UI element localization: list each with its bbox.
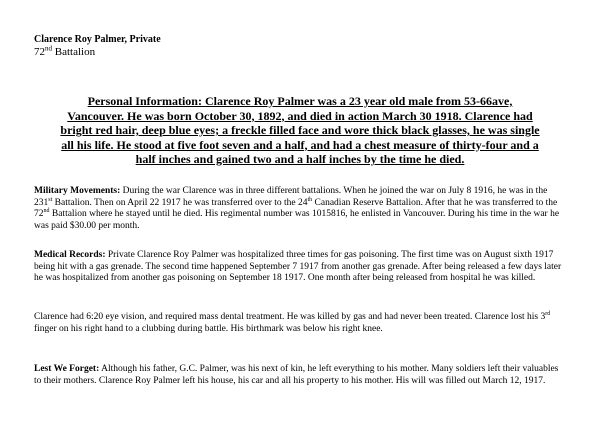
battalion-word: Battalion xyxy=(52,46,96,58)
military-text-part-3: Canadian Reserve Battalion. After that he was transferred to the 72 xyxy=(34,197,558,219)
military-suffix-3: nd xyxy=(43,207,50,214)
lest-we-forget-text: Although his father, G.C. Palmer, was his next of kin, he left everything to his mother. Many soldiers left their valuables to their mothers. Clarence Roy Palmer left his house, his car and all his property to his mother. His will was filled out March 12, 1917. xyxy=(34,364,559,386)
dental-text-part-1: Clarence had 6:20 eye vision, and required mass dental treatment. He was killed by gas and had never been treated. Clarence lost his 3 xyxy=(34,312,546,322)
military-text-part-1: During the war Clarence was in three different battalions. When he joined the war on July 8 1916, he was in the 231 xyxy=(34,186,548,208)
lest-we-forget-label: Lest We Forget: xyxy=(34,364,100,374)
military-suffix-2: th xyxy=(307,196,313,203)
personal-information-section xyxy=(60,94,540,167)
military-text-part-2: Battalion. Then on April 22 1917 he was transferred over to the 24 xyxy=(52,197,308,208)
dental-section xyxy=(34,312,566,335)
medical-records-label: Medical Records: xyxy=(34,250,106,260)
military-movements-section xyxy=(34,186,566,232)
medical-records-text: Private Clarence Roy Palmer was hospitalized three times for gas poisoning. The first time was on August sixth 1917 being hit with a gas grenade. The second time happened September 7 1917 from another gas grenade. After being released a few days later he was hospitalized from another gas poisoning on September 18 1917. One month after being released from hospital he was killed. xyxy=(34,250,562,283)
battalion-number: 72 xyxy=(34,46,45,58)
military-suffix-1: st xyxy=(48,196,53,203)
dental-suffix: rd xyxy=(545,310,551,317)
soldier-name-heading: Clarence Roy Palmer, Private xyxy=(34,34,161,45)
medical-records-section xyxy=(34,250,566,285)
personal-information-label: Personal Information: xyxy=(87,94,202,108)
battalion-heading xyxy=(34,46,95,58)
personal-information-text: Clarence Roy Palmer was a 23 year old male from 53-66ave, Vancouver. He was born October 30, 1892, and died in action March 30 1918. Clarence had bright red hair, deep blue eyes; a freckle filled face and wore thick black glasses, he was single all his life. He stood at five foot seven and a half, and had a chest measure of thirty-four and a half inches and gained two and a half inches by the time he died. xyxy=(60,94,540,166)
lest-we-forget-section xyxy=(34,364,566,387)
military-movements-label: Military Movements: xyxy=(34,186,121,196)
military-text-part-4: Battalion where he stayed until he died. His regimental number was 1015816, he enlisted in Vancouver. During his time in the war he was paid $30.00 per month. xyxy=(34,209,560,231)
battalion-ordinal-suffix: nd xyxy=(45,44,52,53)
dental-text-part-2: finger on his right hand to a clubbing during battle. His birthmark was below his right knee. xyxy=(34,323,383,334)
